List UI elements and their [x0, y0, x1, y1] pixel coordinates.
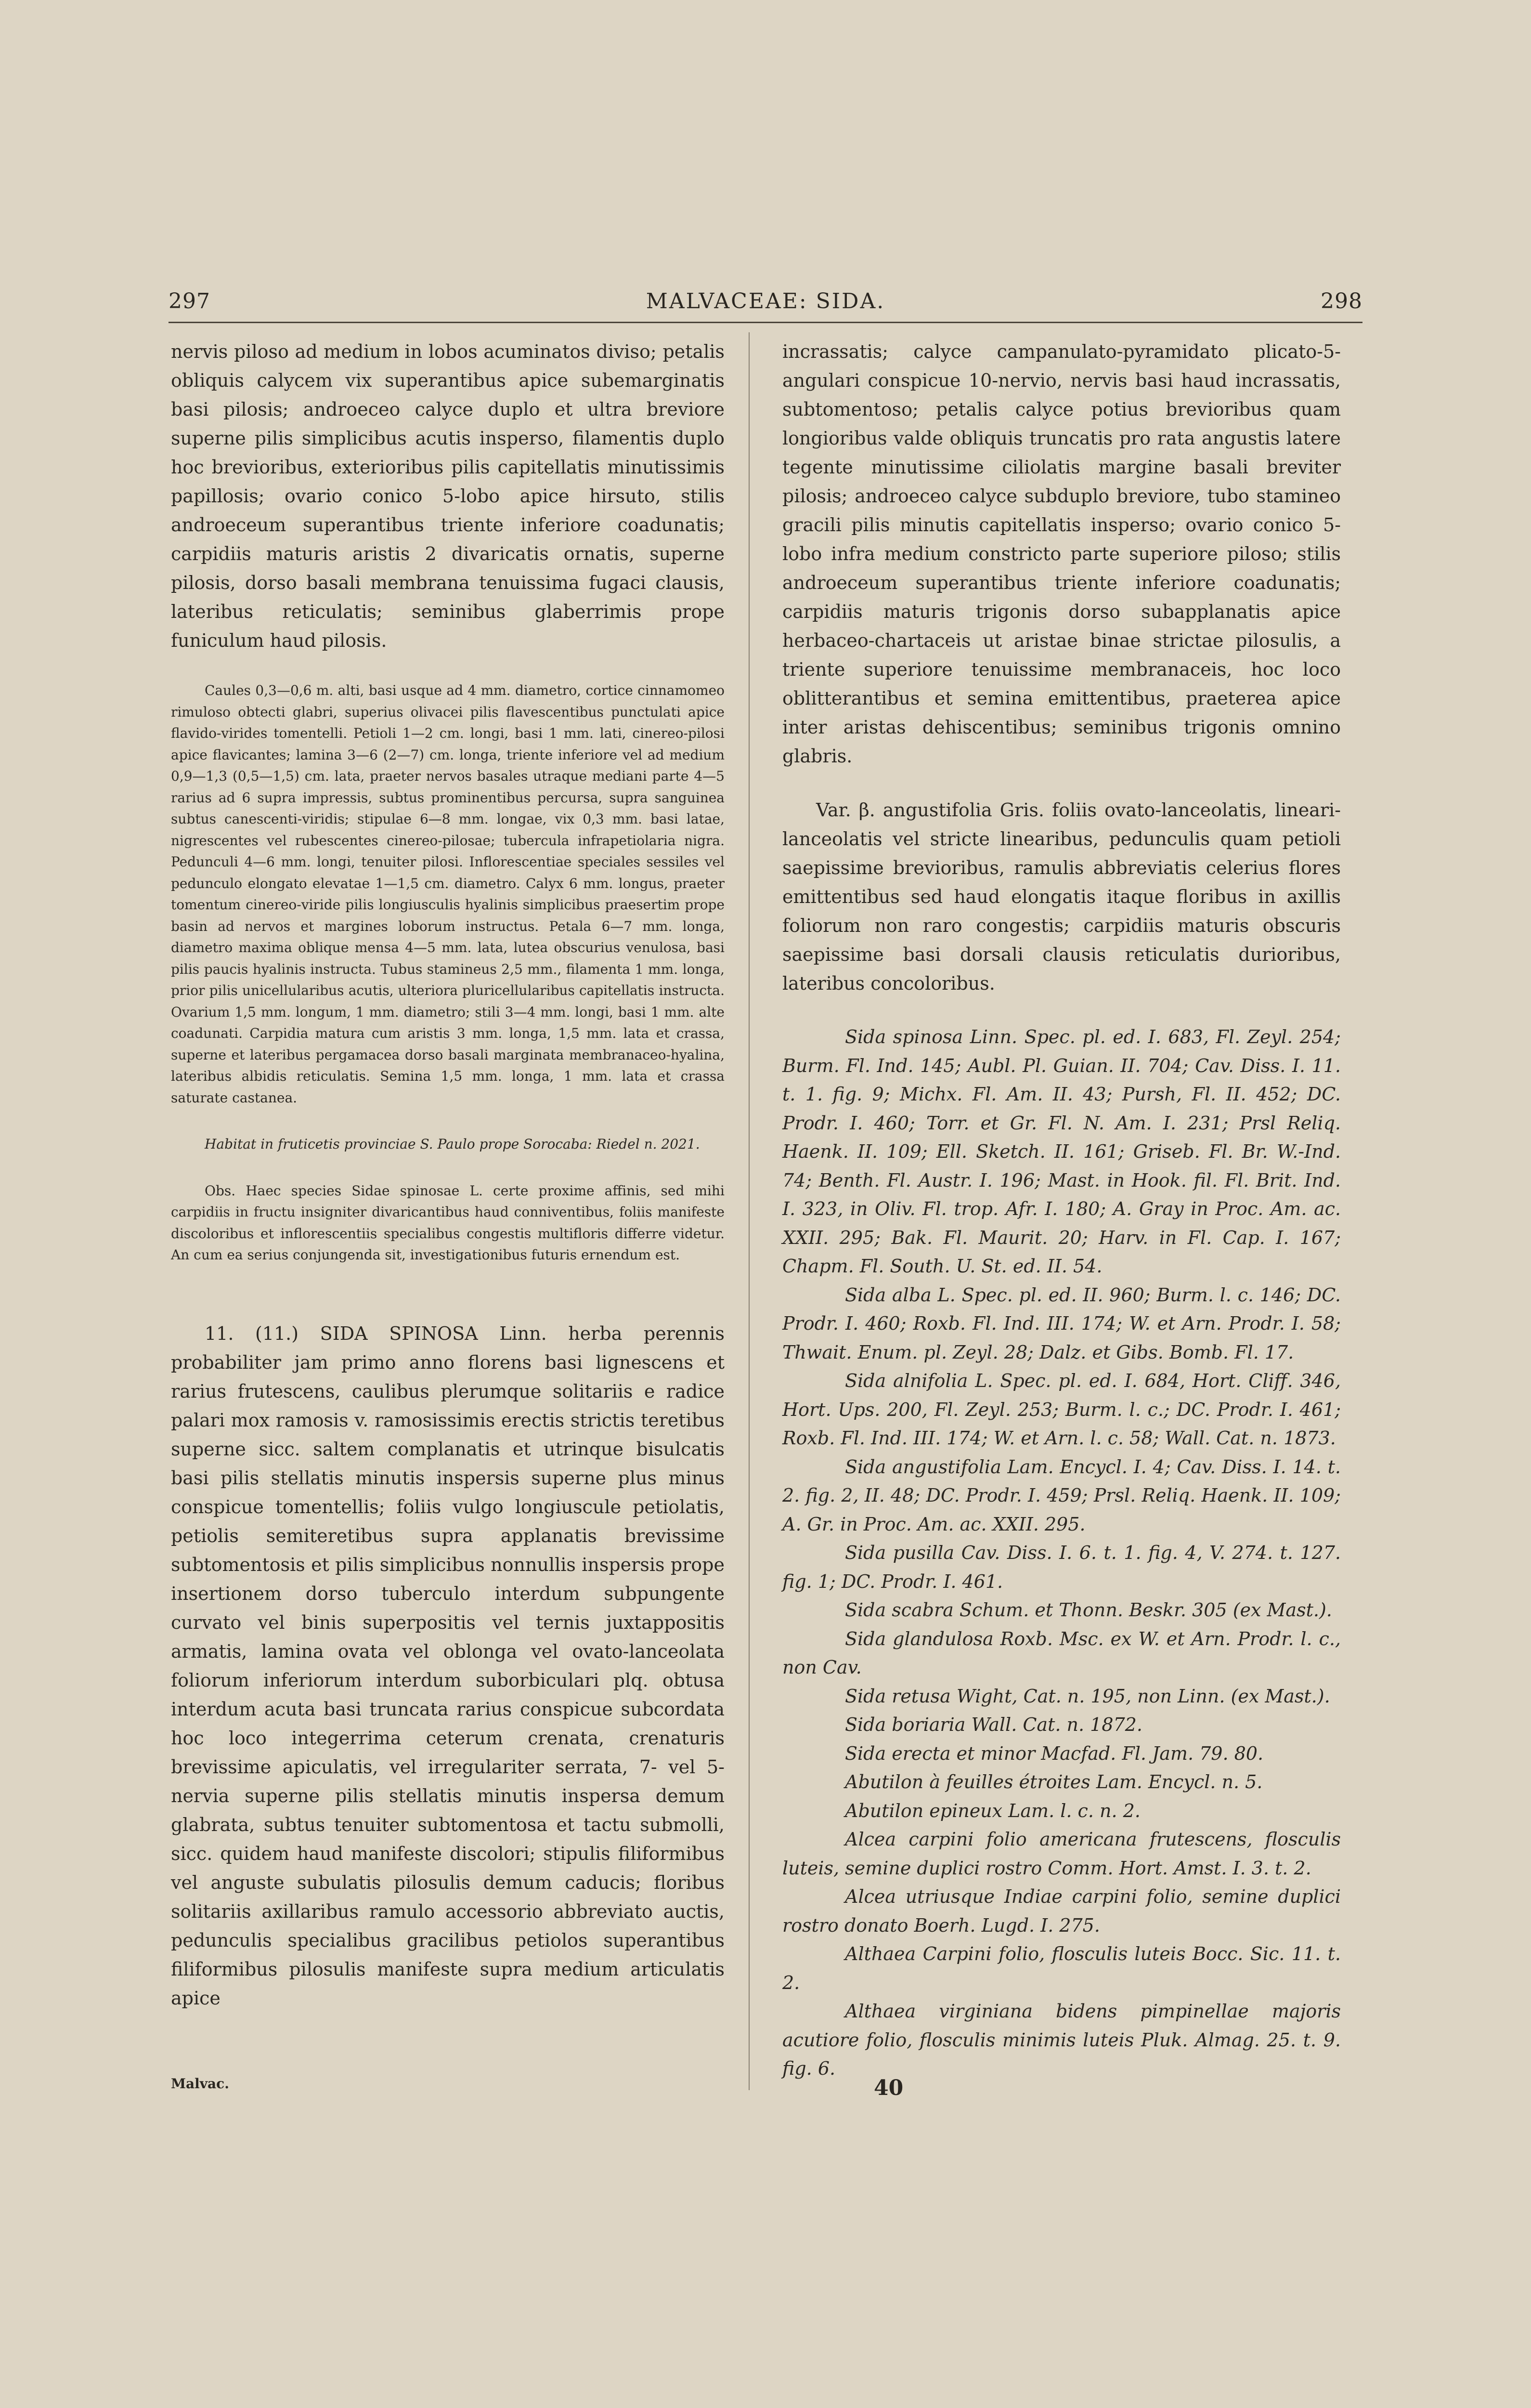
- synonym-entry: Sida spinosa Linn. Spec. pl. ed. I. 683, Fl. Zeyl. 254; Burm. Fl. Ind. 145; Aubl. Pl. Guian. II. 704; Cav. Diss. I. 11. t. 1. fig. 9; Michx. Fl. Am. II. 43; Pursh, Fl. II. 452; DC. Prodr. I. 460; Torr. et Gr. Fl. N. Am. I. 231; Prsl Reliq. Haenk. II. 109; Ell. Sketch. II. 161; Griseb. Fl. Br. W.-Ind. 74; Benth. Fl. Austr. I. 196; Mast. in Hook. fil. Fl. Brit. Ind. I. 323, in Oliv. Fl. trop. Afr. I. 180; A. Gray in Proc. Am. ac. XXII. 295; Bak. Fl. Maurit. 20; Harv. in Fl. Cap. I. 167; Chapm. Fl. South. U. St. ed. II. 54.: [782, 1026, 1341, 1277]
- synonym-entry: Alcea utriusque Indiae carpini folio, semine duplici rostro donato Boerh. Lugd. I. 275.: [782, 1886, 1341, 1936]
- synonym-list: [782, 1023, 1341, 2083]
- description-paragraph: Caules 0,3—0,6 m. alti, basi usque ad 4 mm. diametro, cortice cinnamomeo rimuloso obtecti glabri, superius olivacei pilis flavescentibus punctulati apice flavido-virides tomentelli. Petioli 1—2 cm. longi, basi 1 mm. lati, cinereo-pilosi apice flavicantes; lamina 3—6 (2—7) cm. longa, triente inferiore vel ad medium 0,9—1,3 (0,5—1,5) cm. lata, praeter nervos basales utraque mediani parte 4—5 rarius ad 6 supra impressis, subtus prominentibus percursa, supra sanguinea subtus canescenti-viridis; stipulae 6—8 mm. longae, vix 0,3 mm. basi latae, nigrescentes vel rubescentes cinereo-pilosae; tubercula infrapetiolaria nigra. Pedunculi 4—6 mm. longi, tenuiter pilosi. Inflorescentiae speciales sessiles vel pedunculo elongato elevatae 1—1,5 cm. diametro. Calyx 6 mm. longus, praeter tomentum cinereo-viride pilis longiusculis hyalinis simplicibus praesertim prope basin ad nervos et margines loborum instructus. Petala 6—7 mm. longa, diametro maxima oblique mensa 4—5 mm. lata, lutea obscurius venulosa, basi pilis paucis hyalinis instructa. Tubus stamineus 2,5 mm., filamenta 1 mm. longa, prior pilis unicellularibus acutis, ulteriora pluricellularibus capitellatis instructa. Ovarium 1,5 mm. longum, 1 mm. diametro; stili 3—4 mm. longi, basi 1 mm. alte coadunati. Carpidia matura cum aristis 3 mm. longa, 1,5 mm. lata et crassa, superne et lateribus pergamacea dorso basali marginata membranaceo-hyalina, lateribus albidis reticulatis. Semina 1,5 mm. longa, 1 mm. lata et crassa saturate castanea.: [171, 682, 725, 1106]
- synonym-entry: Abutilon à feuilles étroites Lam. Encycl. n. 5.: [845, 1771, 1263, 1793]
- synonym-entry: Sida angustifolia Lam. Encycl. I. 4; Cav. Diss. I. 14. t. 2. fig. 2, II. 48; DC. Prodr. I. 459; Prsl. Reliq. Haenk. II. 109; A. Gr. in Proc. Am. ac. XXII. 295.: [782, 1456, 1341, 1535]
- page-footer: [171, 2076, 1350, 2100]
- signature-number: 40: [874, 2076, 904, 2100]
- signature-label: Malvac.: [171, 2076, 229, 2092]
- running-header: [169, 289, 1362, 318]
- synonym-entry: Sida glandulosa Roxb. Msc. ex W. et Arn. Prodr. l. c., non Cav.: [782, 1628, 1341, 1678]
- observation-paragraph: Obs. Haec species Sidae spinosae L. certe proxime affinis, sed mihi carpidiis in fructu insigniter divaricantibus haud conniventibus, foliis manifeste discoloribus et inflorescentiis specialibus congestis multifloris differre videtur. An cum ea serius conjungenda sit, investigationibus futuris ernendum est.: [171, 1182, 725, 1263]
- habitat-paragraph: Habitat in fruticetis provinciae S. Paulo prope Sorocaba: Riedel n. 2021.: [205, 1136, 700, 1152]
- synonym-entry: Sida retusa Wight, Cat. n. 195, non Linn. (ex Mast.).: [845, 1685, 1330, 1707]
- synonym-entry: Sida alba L. Spec. pl. ed. II. 960; Burm. l. c. 146; DC. Prodr. I. 460; Roxb. Fl. Ind. III. 174; W. et Arn. Prodr. I. 58; Thwait. Enum. pl. Zeyl. 28; Dalz. et Gibs. Bomb. Fl. 17.: [782, 1284, 1341, 1363]
- synonym-entry: Abutilon epineux Lam. l. c. n. 2.: [845, 1800, 1141, 1821]
- species-paragraph: 11. (11.) SIDA SPINOSA Linn. herba perennis probabiliter jam primo anno florens basi lignescens et rarius frutescens, caulibus plerumque solitariis e radice palari mox ramosis v. ramosissimis erectis strictis teretibus superne sicc. saltem complanatis et utrinque bisulcatis basi pilis stellatis minutis inspersis superne plus minus conspicue tomentellis; foliis vulgo longiuscule petiolatis, petiolis semiteretibus supra applanatis brevissime subtomentosis et pilis simplicibus nonnullis inspersis prope insertionem dorso tuberculo interdum subpungente curvato vel binis superpositis vel ternis juxtappositis armatis, lamina ovata vel oblonga vel ovato-lanceolata foliorum inferiorum interdum suborbiculari plq. obtusa interdum acuta basi truncata rarius conspicue subcordata hoc loco integerrima ceterum crenata, crenaturis brevissime apiculatis, vel irregulariter serrata, 7- vel 5-nervia superne pilis stellatis minutis inspersa demum glabrata, subtus tenuiter subtomentosa et tactu submolli, sicc. quidem haud manifeste discolori; stipulis filiformibus vel anguste subulatis pilosulis demum caducis; floribus solitariis axillaribus ramulo accessorio abbreviato auctis, pedunculis specialibus gracilibus petiolos superantibus filiformibus pilosulis manifeste supra medium articulatis apice: [171, 1322, 725, 2009]
- column-divider: [749, 332, 750, 2090]
- page-number-right: 298: [1321, 289, 1362, 314]
- running-title: MALVACEAE: SIDA.: [646, 289, 885, 314]
- intro-paragraph: nervis piloso ad medium in lobos acuminatos diviso; petalis obliquis calycem vix superantibus apice subemarginatis basi pilosis; androeceo calyce duplo et ultra breviore superne pilis simplicibus acutis insperso, filamentis duplo hoc brevioribus, exterioribus pilis capitellatis minutissimis papillosis; ovario conico 5-lobo apice hirsuto, stilis androeceum superantibus triente inferiore coadunatis; carpidiis maturis aristis 2 divaricatis ornatis, superne pilosis, dorso basali membrana tenuissima fugaci clausis, lateribus reticulatis; seminibus glaberrimis prope funiculum haud pilosis.: [171, 341, 725, 651]
- synonym-entry: Sida scabra Schum. et Thonn. Beskr. 305 (ex Mast.).: [845, 1599, 1332, 1621]
- synonym-entry: Althaea virginiana bidens pimpinellae majoris acutiore folio, flosculis minimis luteis Pluk. Almag. 25. t. 9. fig. 6.: [782, 2001, 1341, 2079]
- synonym-entry: Althaea Carpini folio, flosculis luteis Bocc. Sic. 11. t. 2.: [782, 1943, 1341, 1993]
- synonym-entry: Sida pusilla Cav. Diss. I. 6. t. 1. fig. 4, V. 274. t. 127. fig. 1; DC. Prodr. I. 461.: [782, 1542, 1341, 1592]
- right-column: [782, 337, 1341, 2083]
- variety-paragraph: Var. β. angustifolia Gris. foliis ovato-lanceolatis, lineari-lanceolatis vel stricte linearibus, pedunculis quam petioli saepissime brevioribus, ramulis abbreviatis celerius flores emittentibus sed haud elongatis itaque floribus in axillis foliorum non raro congestis; carpidiis maturis obscuris saepissime basi dorsali clausis reticulatis durioribus, lateribus concoloribus.: [782, 799, 1341, 994]
- header-rule: [169, 322, 1362, 323]
- synonym-entry: Alcea carpini folio americana frutescens, flosculis luteis, semine duplici rostro Comm. Hort. Amst. I. 3. t. 2.: [782, 1829, 1341, 1879]
- continuation-paragraph: incrassatis; calyce campanulato-pyramidato plicato-5-angulari conspicue 10-nervio, nervis basi haud incrassatis, subtomentoso; petalis calyce potius brevioribus quam longioribus valde obliquis truncatis pro rata angustis latere tegente minutissime ciliolatis margine basali breviter pilosis; androeceo calyce subduplo breviore, tubo stamineo gracili pilis minutis capitellatis insperso; ovario conico 5-lobo infra medium constricto parte superiore piloso; stilis androeceum superantibus triente inferiore coadunatis; carpidiis maturis trigonis dorso subapplanatis apice herbaceo-chartaceis ut aristae binae strictae pilosulis, a triente superiore tenuissime membranaceis, hoc loco oblitterantibus et semina emittentibus, praeterea apice inter aristas dehiscentibus; seminibus trigonis omnino glabris.: [782, 341, 1341, 767]
- left-column: [171, 337, 725, 2013]
- synonym-entry: Sida erecta et minor Macfad. Fl. Jam. 79. 80.: [845, 1742, 1264, 1764]
- page-number-left: 297: [169, 289, 210, 314]
- synonym-entry: Sida alnifolia L. Spec. pl. ed. I. 684, Hort. Cliff. 346, Hort. Ups. 200, Fl. Zeyl. 253; Burm. l. c.; DC. Prodr. I. 461; Roxb. Fl. Ind. III. 174; W. et Arn. l. c. 58; Wall. Cat. n. 1873.: [782, 1370, 1341, 1449]
- synonym-entry: Sida boriaria Wall. Cat. n. 1872.: [845, 1714, 1142, 1735]
